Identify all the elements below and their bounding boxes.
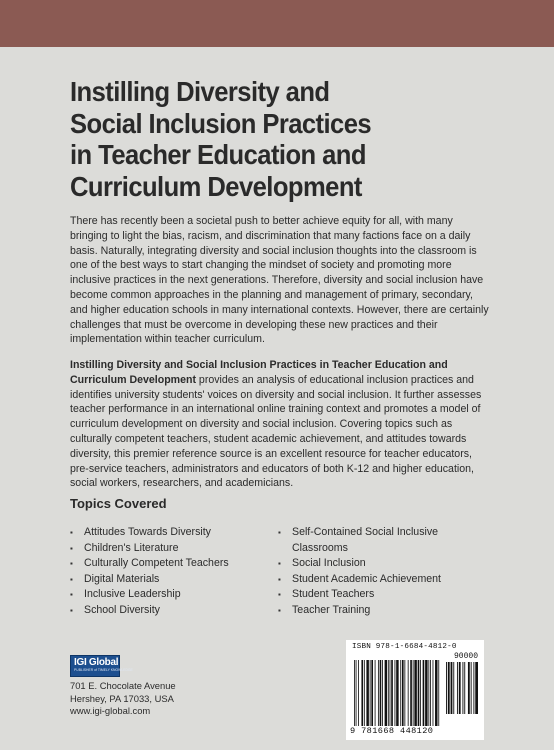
description-paragraph-2 <box>70 358 490 491</box>
barcode-bar <box>451 662 453 714</box>
topic-item <box>278 603 478 619</box>
barcode-main-bars <box>354 660 440 726</box>
topic-label: Teacher Training <box>292 603 371 616</box>
barcode-bar <box>388 660 389 726</box>
barcode-bar <box>414 660 416 726</box>
topic-label: Self-Contained Social Inclusive Classrooms <box>292 526 439 554</box>
barcode-supplement-bars <box>446 662 478 714</box>
barcode-bar <box>468 662 470 714</box>
bullet-icon: ▪ <box>278 574 281 584</box>
description-paragraph-2-body: provides an analysis of educational inclusion practices and identifies university students' voices on diversity and social inclusion. It further assesses teacher performance in an international online training context and promotes a model of curriculum development on diversity and social inclusion. Covering topics such as culturally competent teachers, student academic achievement, and attitudes towards diversity, this premier reference source is an excellent resource for teacher educators, pre-service teachers, administrators and educators of both K-12 and higher education, social workers, researchers, and academicians. <box>70 373 482 490</box>
barcode-bar <box>396 660 398 726</box>
topic-item <box>70 525 270 541</box>
barcode-bar <box>382 660 383 726</box>
topic-item <box>70 587 270 603</box>
title-line-4: Curriculum Development <box>70 170 362 202</box>
topic-label: Attitudes Towards Diversity <box>84 526 211 538</box>
barcode-bar <box>420 660 421 726</box>
barcode-bar <box>423 660 425 726</box>
topic-item <box>278 556 478 572</box>
barcode-bar <box>425 660 427 726</box>
isbn-text: ISBN 978-1-6684-4812-0 <box>352 643 457 651</box>
barcode-bar <box>358 660 359 726</box>
barcode-bar <box>371 660 373 726</box>
topic-item <box>278 572 478 588</box>
barcode-bar <box>471 662 472 714</box>
book-title-bold-reference: Instilling Diversity and Social Inclusion Practices in Teacher Education and Curriculum Development <box>70 359 448 386</box>
top-color-band <box>0 0 554 47</box>
bullet-icon: ▪ <box>278 528 281 537</box>
barcode-bar <box>402 660 404 726</box>
topics-heading: Topics Covered <box>70 496 167 511</box>
barcode-bar <box>446 662 447 714</box>
barcode-digits: 9 781668 448120 <box>350 726 434 736</box>
barcode-bar <box>462 662 463 714</box>
topics-list-left <box>70 525 270 619</box>
bullet-icon: ▪ <box>70 559 73 569</box>
logo-name: IGI Global <box>74 657 119 668</box>
barcode-bar <box>378 660 379 726</box>
topic-item <box>278 525 442 556</box>
barcode-bar <box>370 660 371 726</box>
topic-item <box>278 587 478 603</box>
barcode-bar <box>438 660 439 726</box>
bullet-icon: ▪ <box>278 559 281 569</box>
title-line-3: in Teacher Education and <box>70 139 366 170</box>
address-street: 701 E. Chocolate Avenue <box>70 680 176 691</box>
title-line-2: Social Inclusion Practices <box>70 107 372 139</box>
topic-label: Digital Materials <box>84 572 160 585</box>
barcode-bar <box>428 660 429 726</box>
topics-list-right <box>278 525 478 619</box>
book-title <box>70 76 479 202</box>
barcode-bar <box>354 660 355 726</box>
topic-label: Social Inclusion <box>292 557 366 570</box>
barcode-bar <box>473 662 474 714</box>
topic-label: School Diversity <box>84 603 160 616</box>
topic-item <box>70 556 270 572</box>
barcode-bar <box>356 660 357 726</box>
barcode-bar <box>391 660 393 726</box>
barcode-bar <box>404 660 405 726</box>
barcode-bar <box>385 660 387 726</box>
barcode-bar <box>464 662 465 714</box>
topic-item <box>70 541 270 557</box>
bullet-icon: ▪ <box>70 605 73 615</box>
barcode-bar <box>410 660 412 726</box>
barcode-bar <box>364 660 365 726</box>
barcode-bar <box>448 662 450 714</box>
bullet-icon: ▪ <box>70 528 73 537</box>
publisher-address <box>70 680 176 718</box>
barcode-bar <box>475 662 478 714</box>
barcode-bar <box>459 662 461 714</box>
igi-global-logo <box>70 655 133 677</box>
barcode-bar <box>375 660 376 726</box>
logo-tagline: PUBLISHER of TIMELY KNOWLEDGE <box>74 668 133 672</box>
address-city: Hershey, PA 17033, USA <box>70 692 174 704</box>
topic-item <box>70 603 270 619</box>
barcode-bar <box>453 662 454 714</box>
topic-label: Student Academic Achievement <box>292 572 441 585</box>
description-paragraph-1: There has recently been a societal push to better achieve equity for all, with many bringing to light the bias, racism, and discrimination that many factions face on a daily basis. Naturally, integrating diversity and social inclusion thoughts into the classroom is one of the best ways to start changing the mindset of society and promoting more inclusive practices in the next generations. Therefore, diversity and social inclusion have become common approaches in the planning and management of primary, secondary, and higher education schools in many international contexts. However, there are certainly challenges that must be overcome in developing these new practices and their implementation within teacher curriculum. <box>70 215 489 346</box>
isbn-barcode <box>346 640 484 740</box>
barcode-bar <box>390 660 391 726</box>
barcode-bar <box>435 660 437 726</box>
barcode-bar <box>418 660 420 726</box>
barcode-bar <box>433 660 434 726</box>
barcode-bar <box>457 662 458 714</box>
bullet-icon: ▪ <box>70 590 73 600</box>
bullet-icon: ▪ <box>70 574 73 584</box>
topic-label: Culturally Competent Teachers <box>84 557 229 570</box>
title-line-1: Instilling Diversity and <box>70 76 330 107</box>
price-code: 90000 <box>453 652 478 661</box>
barcode-bar <box>400 660 401 726</box>
topic-label: Children's Literature <box>84 541 179 554</box>
barcode-bar <box>366 660 368 726</box>
topic-item <box>70 572 270 588</box>
barcode-bar <box>361 660 363 726</box>
topic-label: Inclusive Leadership <box>84 588 181 601</box>
bullet-icon: ▪ <box>70 543 73 553</box>
barcode-bar <box>430 660 431 726</box>
publisher-website: www.igi-global.com <box>70 705 151 717</box>
barcode-bar <box>408 660 409 726</box>
barcode-bar <box>380 660 382 726</box>
barcode-bar <box>395 660 396 726</box>
bullet-icon: ▪ <box>278 590 281 600</box>
bullet-icon: ▪ <box>278 605 281 615</box>
topic-label: Student Teachers <box>292 588 375 601</box>
barcode-bar <box>413 660 414 726</box>
